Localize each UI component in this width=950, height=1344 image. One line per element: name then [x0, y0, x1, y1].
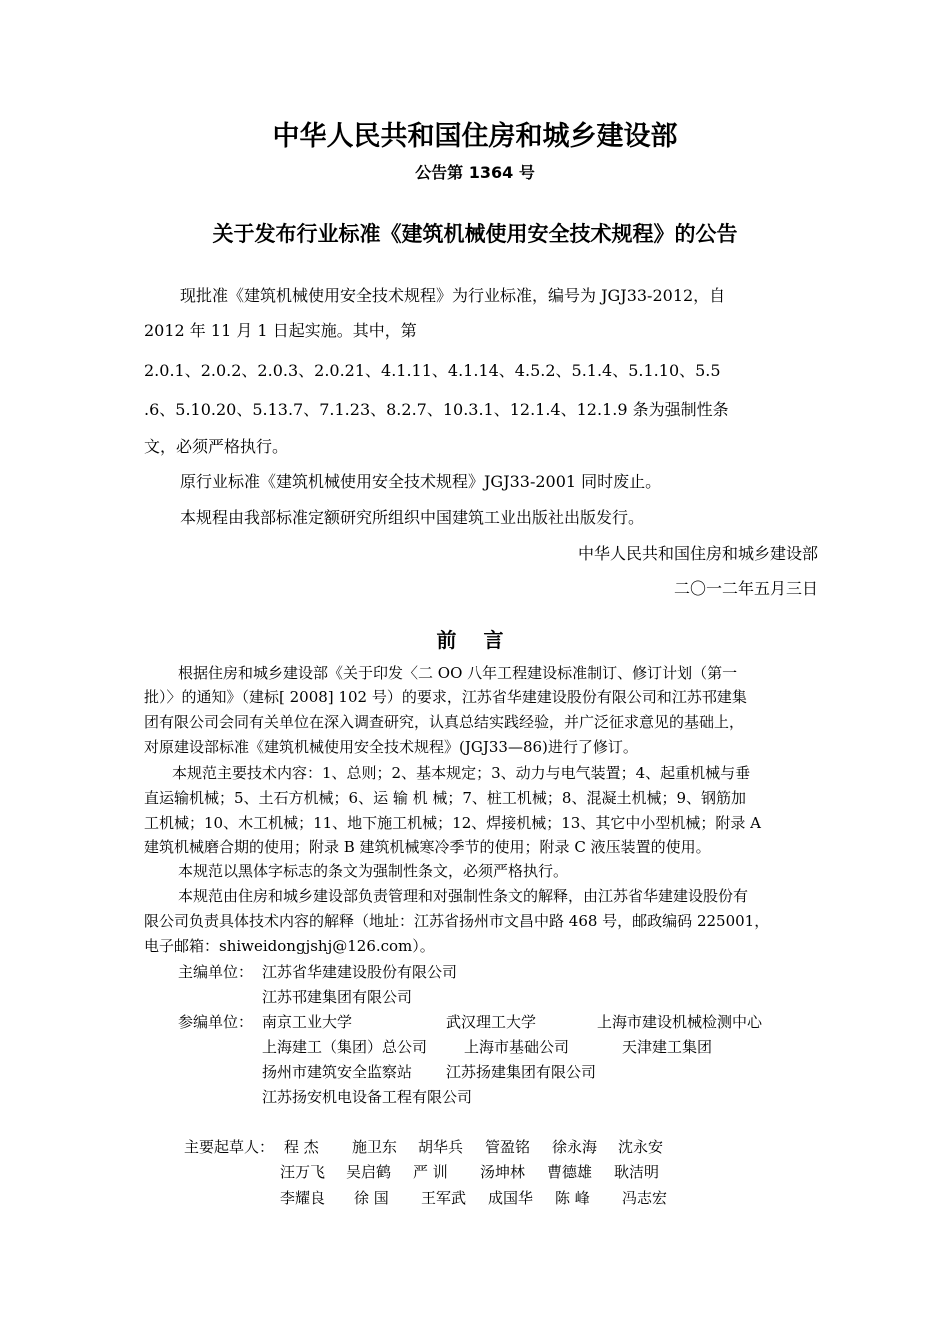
drafter-name: 管盈铭: [485, 1138, 531, 1156]
drafter-name: 冯志宏: [622, 1189, 668, 1207]
drafter-name: 严 训: [413, 1163, 448, 1181]
participant-unit: 上海市基础公司: [464, 1038, 570, 1056]
participant-unit: 江苏扬建集团有限公司: [446, 1063, 597, 1081]
drafter-name: 程 杰: [284, 1138, 319, 1156]
drafter-name: 曹德雄: [547, 1163, 593, 1181]
announcement-date: 二〇一二年五月三日: [673, 579, 818, 598]
drafter-name: 汤坤林: [480, 1163, 526, 1181]
announcement-line: 原行业标准《建筑机械使用安全技术规程》JGJ33-2001 同时废止。: [180, 472, 662, 491]
chief-unit: 江苏邗建集团有限公司: [262, 988, 413, 1006]
announcement-title: 关于发布行业标准《建筑机械使用安全技术规程》的公告: [212, 222, 738, 246]
preface-line: 本规范主要技术内容：1、总则；2、基本规定；3、动力与电气装置；4、起重机械与垂: [172, 764, 751, 782]
participant-unit: 江苏扬安机电设备工程有限公司: [262, 1088, 473, 1106]
announcement-line: 2012 年 11 月 1 日起实施。其中，第: [144, 321, 417, 340]
drafter-name: 王军武: [421, 1189, 467, 1207]
announcement-line: 文，必须严格执行。: [144, 437, 289, 456]
chief-units-label: 主编单位：: [178, 963, 254, 981]
preface-line: 限公司负责具体技术内容的解释（地址：江苏省扬州市文昌中路 468 号，邮政编码 225001，: [144, 912, 770, 930]
participant-unit: 武汉理工大学: [446, 1013, 537, 1031]
drafter-name: 汪万飞: [280, 1163, 326, 1181]
drafter-name: 吴启鹤: [346, 1163, 392, 1181]
preface-line: 根据住房和城乡建设部《关于印发〈二 OO 八年工程建设标准制订、修订计划（第一: [178, 664, 738, 682]
participant-unit: 上海市建设机械检测中心: [597, 1013, 763, 1031]
preface-line: 批）〉的通知》（建标[ 2008] 102 号）的要求，江苏省华建建设股份有限公司和江苏邗建集: [144, 688, 747, 706]
announcement-line: .6、5.10.20、5.13.7、7.1.23、8.2.7、10.3.1、12.1.4、12.1.9 条为强制性条: [144, 400, 729, 419]
announcement-number: 公告第 1364 号: [415, 163, 535, 182]
drafter-name: 胡华兵: [418, 1138, 464, 1156]
drafter-name: 徐永海: [552, 1138, 598, 1156]
ministry-title: 中华人民共和国住房和城乡建设部: [272, 121, 678, 152]
announcement-line: 现批准《建筑机械使用安全技术规程》为行业标准，编号为 JGJ33-2012，自: [180, 286, 726, 305]
preface-line: 电子邮箱：shiweidongjshj@126.com）。: [144, 937, 435, 955]
drafter-name: 徐 国: [354, 1189, 389, 1207]
signature: 中华人民共和国住房和城乡建设部: [577, 544, 818, 563]
announcement-line: 本规程由我部标准定额研究所组织中国建筑工业出版社出版发行。: [180, 508, 645, 527]
preface-line: 直运输机械；5、土石方机械；6、运 输 机 械；7、桩工机械；8、混凝土机械；9、钢筋加: [144, 789, 747, 807]
preface-line: 工机械；10、木工机械；11、地下施工机械；12、焊接机械；13、其它中小型机械；附录 A: [144, 814, 761, 832]
announcement-line: 2.0.1、2.0.2、2.0.3、2.0.21、4.1.11、4.1.14、4.5.2、5.1.4、5.1.10、5.5: [144, 361, 721, 380]
participant-unit: 扬州市建筑安全监察站: [262, 1063, 413, 1081]
drafter-name: 陈 峰: [555, 1189, 590, 1207]
preface-line: 对原建设部标准《建筑机械使用安全技术规程》(JGJ33—86)进行了修订。: [144, 738, 638, 756]
drafters-label: 主要起草人：: [184, 1138, 275, 1156]
participant-unit: 南京工业大学: [262, 1013, 353, 1031]
drafter-name: 李耀良: [280, 1189, 326, 1207]
drafter-name: 沈永安: [618, 1138, 664, 1156]
chief-unit: 江苏省华建建设股份有限公司: [262, 963, 458, 981]
drafter-name: 施卫东: [352, 1138, 398, 1156]
participant-units-label: 参编单位：: [178, 1013, 254, 1031]
preface-line: 本规范由住房和城乡建设部负责管理和对强制性条文的解释，由江苏省华建建设股份有: [178, 887, 749, 905]
participant-unit: 天津建工集团: [622, 1038, 713, 1056]
drafter-name: 成国华: [488, 1189, 534, 1207]
preface-line: 本规范以黑体字标志的条文为强制性条文，必须严格执行。: [178, 862, 569, 880]
drafter-name: 耿洁明: [614, 1163, 660, 1181]
preface-heading: 前 言: [436, 628, 514, 652]
participant-unit: 上海建工（集团）总公司: [262, 1038, 428, 1056]
preface-line: 团有限公司会同有关单位在深入调查研究，认真总结实践经验，并广泛征求意见的基础上，: [144, 713, 745, 731]
preface-line: 建筑机械磨合期的使用；附录 B 建筑机械寒冷季节的使用；附录 C 液压装置的使用。: [144, 838, 711, 856]
